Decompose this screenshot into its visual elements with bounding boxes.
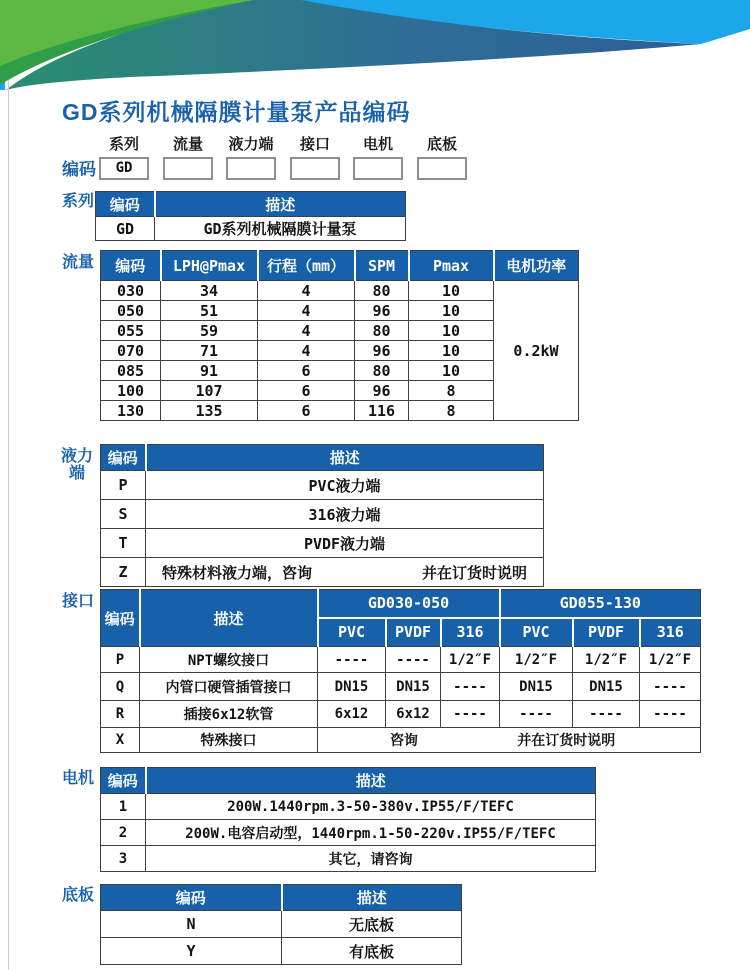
cell: PVDF液力端 bbox=[146, 529, 544, 558]
header-cell: 描述 bbox=[155, 192, 406, 217]
cell bbox=[146, 558, 544, 587]
header-cell: 电机功率 bbox=[494, 251, 579, 281]
table-row bbox=[101, 820, 596, 846]
code-field-motor bbox=[353, 133, 403, 180]
cell: R bbox=[101, 701, 140, 728]
cell: PVC液力端 bbox=[146, 471, 544, 500]
cell: 200W.1440rpm.3-50-380v.IP55/F/TEFC bbox=[146, 794, 596, 820]
cell: 4 bbox=[258, 281, 355, 301]
header-cell: 行程（mm） bbox=[258, 251, 355, 281]
header-cell: PVC bbox=[500, 618, 573, 647]
table-row bbox=[101, 647, 701, 673]
cell: P bbox=[101, 471, 146, 500]
cell: 无底板 bbox=[282, 911, 462, 938]
cell: X bbox=[101, 728, 140, 753]
section-label-series: 系列 bbox=[62, 193, 95, 210]
cell: 8 bbox=[409, 401, 494, 421]
cell: NPT螺纹接口 bbox=[140, 647, 318, 673]
cell: Z bbox=[101, 558, 146, 587]
header-cell: 编码 bbox=[101, 885, 282, 911]
cell: P bbox=[101, 647, 140, 673]
cell: N bbox=[101, 911, 282, 938]
cell: 内管口硬管插管接口 bbox=[140, 673, 318, 701]
cell: 8 bbox=[409, 381, 494, 401]
cell: Y bbox=[101, 938, 282, 965]
code-field-label: 流量 bbox=[172, 136, 203, 153]
cell: 316液力端 bbox=[146, 500, 544, 529]
cell: 1 bbox=[101, 794, 146, 820]
code-field-series bbox=[99, 133, 149, 180]
cell: ---- bbox=[500, 701, 573, 728]
code-field-box bbox=[163, 157, 213, 180]
cell: DN15 bbox=[500, 673, 573, 701]
cell: 96 bbox=[355, 381, 409, 401]
header-cell: 316 bbox=[441, 618, 500, 647]
header-cell: PVDF bbox=[386, 618, 441, 647]
banner-graphic bbox=[0, 0, 750, 100]
cell: 1/2″F bbox=[640, 647, 701, 673]
cell: S bbox=[101, 500, 146, 529]
code-field-base bbox=[417, 133, 467, 180]
section-label-base: 底板 bbox=[62, 887, 95, 904]
header-cell: 编码 bbox=[101, 445, 146, 471]
base-table bbox=[100, 884, 462, 965]
cell: 107 bbox=[161, 381, 258, 401]
cell: ---- bbox=[318, 647, 386, 673]
cell: 3 bbox=[101, 846, 146, 872]
series-table bbox=[95, 191, 406, 241]
header-cell: 编码 bbox=[101, 768, 146, 794]
cell: 80 bbox=[355, 281, 409, 301]
cell: 96 bbox=[355, 301, 409, 321]
header-cell: 编码 bbox=[101, 251, 161, 281]
header-cell: 描述 bbox=[140, 590, 318, 647]
cell: T bbox=[101, 529, 146, 558]
section-label-liquid-end bbox=[58, 448, 96, 482]
table-row bbox=[101, 911, 462, 938]
code-field-label: 电机 bbox=[362, 136, 393, 153]
cell: 80 bbox=[355, 361, 409, 381]
header-cell: 描述 bbox=[146, 445, 544, 471]
header-cell: SPM bbox=[355, 251, 409, 281]
code-field-interface bbox=[290, 133, 340, 180]
cell: 050 bbox=[101, 301, 161, 321]
code-builder-label: 编码 bbox=[62, 160, 96, 179]
code-field-box bbox=[417, 157, 467, 180]
cell: 1/2″F bbox=[441, 647, 500, 673]
code-field-box bbox=[226, 157, 276, 180]
cell: GD bbox=[96, 217, 155, 241]
page-edge-rule bbox=[8, 80, 9, 970]
cell: 4 bbox=[258, 301, 355, 321]
header-cell: PVDF bbox=[573, 618, 640, 647]
cell: 116 bbox=[355, 401, 409, 421]
cell: 6x12 bbox=[386, 701, 441, 728]
cell: 070 bbox=[101, 341, 161, 361]
cell: 10 bbox=[409, 301, 494, 321]
header-cell: PVC bbox=[318, 618, 386, 647]
cell: 其它，请咨询 bbox=[146, 846, 596, 872]
cell: 71 bbox=[161, 341, 258, 361]
table-row bbox=[101, 471, 544, 500]
table-row bbox=[101, 794, 596, 820]
table-row bbox=[101, 846, 596, 872]
header-group-cell: GD030-050 bbox=[318, 590, 500, 618]
cell: GD系列机械隔膜计量泵 bbox=[155, 217, 406, 241]
code-field-liquid-end bbox=[226, 133, 276, 180]
code-field-label: 接口 bbox=[299, 136, 330, 153]
table-row bbox=[101, 529, 544, 558]
cell: 4 bbox=[258, 341, 355, 361]
section-label-text: 液力 bbox=[60, 448, 93, 465]
table-row bbox=[101, 281, 579, 301]
desc-left: 特殊材料液力端，咨询 bbox=[162, 563, 313, 582]
cell: 2 bbox=[101, 820, 146, 846]
section-label-text: 端 bbox=[68, 465, 85, 482]
cell: ---- bbox=[640, 673, 701, 701]
motor-power-cell: 0.2kW bbox=[494, 281, 579, 421]
code-field-label: 底板 bbox=[426, 136, 457, 153]
interface-table bbox=[100, 589, 701, 753]
cell: 055 bbox=[101, 321, 161, 341]
cell: DN15 bbox=[386, 673, 441, 701]
section-label-motor: 电机 bbox=[62, 770, 95, 787]
code-field-label: 系列 bbox=[108, 136, 139, 153]
cell: 6 bbox=[258, 381, 355, 401]
cell: 特殊接口 bbox=[140, 728, 318, 753]
cell: DN15 bbox=[318, 673, 386, 701]
header-cell: 描述 bbox=[146, 768, 596, 794]
cell: 135 bbox=[161, 401, 258, 421]
header-cell: LPH@Pmax bbox=[161, 251, 258, 281]
code-field-label: 液力端 bbox=[228, 136, 274, 153]
header-cell: 编码 bbox=[96, 192, 155, 217]
cell: 200W.电容启动型，1440rpm.1-50-220v.IP55/F/TEFC bbox=[146, 820, 596, 846]
cell: 1/2″F bbox=[573, 647, 640, 673]
merged-right: 并在订货时说明 bbox=[517, 733, 616, 749]
cell: ---- bbox=[441, 673, 500, 701]
header-cell: 编码 bbox=[101, 590, 140, 647]
cell: 51 bbox=[161, 301, 258, 321]
table-row bbox=[96, 217, 406, 241]
cell: DN15 bbox=[573, 673, 640, 701]
cell bbox=[318, 728, 701, 753]
code-field-box bbox=[353, 157, 403, 180]
cell: 6 bbox=[258, 361, 355, 381]
split-description bbox=[146, 562, 543, 583]
table-row bbox=[101, 673, 701, 701]
cell: Q bbox=[101, 673, 140, 701]
cell: 100 bbox=[101, 381, 161, 401]
cell: 10 bbox=[409, 361, 494, 381]
cell: 插接6x12软管 bbox=[140, 701, 318, 728]
cell: 030 bbox=[101, 281, 161, 301]
cell: 59 bbox=[161, 321, 258, 341]
cell: ---- bbox=[386, 647, 441, 673]
header-cell: 描述 bbox=[282, 885, 462, 911]
cell: 96 bbox=[355, 341, 409, 361]
cell: 6 bbox=[258, 401, 355, 421]
cell: 91 bbox=[161, 361, 258, 381]
section-label-flow: 流量 bbox=[62, 254, 95, 271]
table-row bbox=[101, 701, 701, 728]
table-row bbox=[101, 938, 462, 965]
split-description bbox=[318, 730, 700, 750]
desc-right: 并在订货时说明 bbox=[421, 563, 527, 582]
cell: 34 bbox=[161, 281, 258, 301]
code-field-box: GD bbox=[99, 157, 149, 180]
table-row bbox=[101, 500, 544, 529]
cell: 4 bbox=[258, 321, 355, 341]
cell: 085 bbox=[101, 361, 161, 381]
cell: 10 bbox=[409, 341, 494, 361]
page-title: GD系列机械隔膜计量泵产品编码 bbox=[62, 99, 411, 125]
cell: 10 bbox=[409, 321, 494, 341]
cell: ---- bbox=[441, 701, 500, 728]
flow-table bbox=[100, 250, 579, 421]
section-label-interface: 接口 bbox=[62, 593, 95, 610]
code-field-box bbox=[290, 157, 340, 180]
cell: 130 bbox=[101, 401, 161, 421]
cell: 80 bbox=[355, 321, 409, 341]
cell: ---- bbox=[573, 701, 640, 728]
header-group-cell: GD055-130 bbox=[500, 590, 701, 618]
header-cell: Pmax bbox=[409, 251, 494, 281]
cell: 有底板 bbox=[282, 938, 462, 965]
cell: 1/2″F bbox=[500, 647, 573, 673]
motor-table bbox=[100, 767, 596, 872]
cell: ---- bbox=[640, 701, 701, 728]
liquid-end-table bbox=[100, 444, 544, 587]
cell: 10 bbox=[409, 281, 494, 301]
merged-left: 咨询 bbox=[389, 733, 418, 749]
code-field-flow bbox=[163, 133, 213, 180]
table-row bbox=[101, 558, 544, 587]
cell: 6x12 bbox=[318, 701, 386, 728]
header-cell: 316 bbox=[640, 618, 701, 647]
table-row bbox=[101, 728, 701, 753]
